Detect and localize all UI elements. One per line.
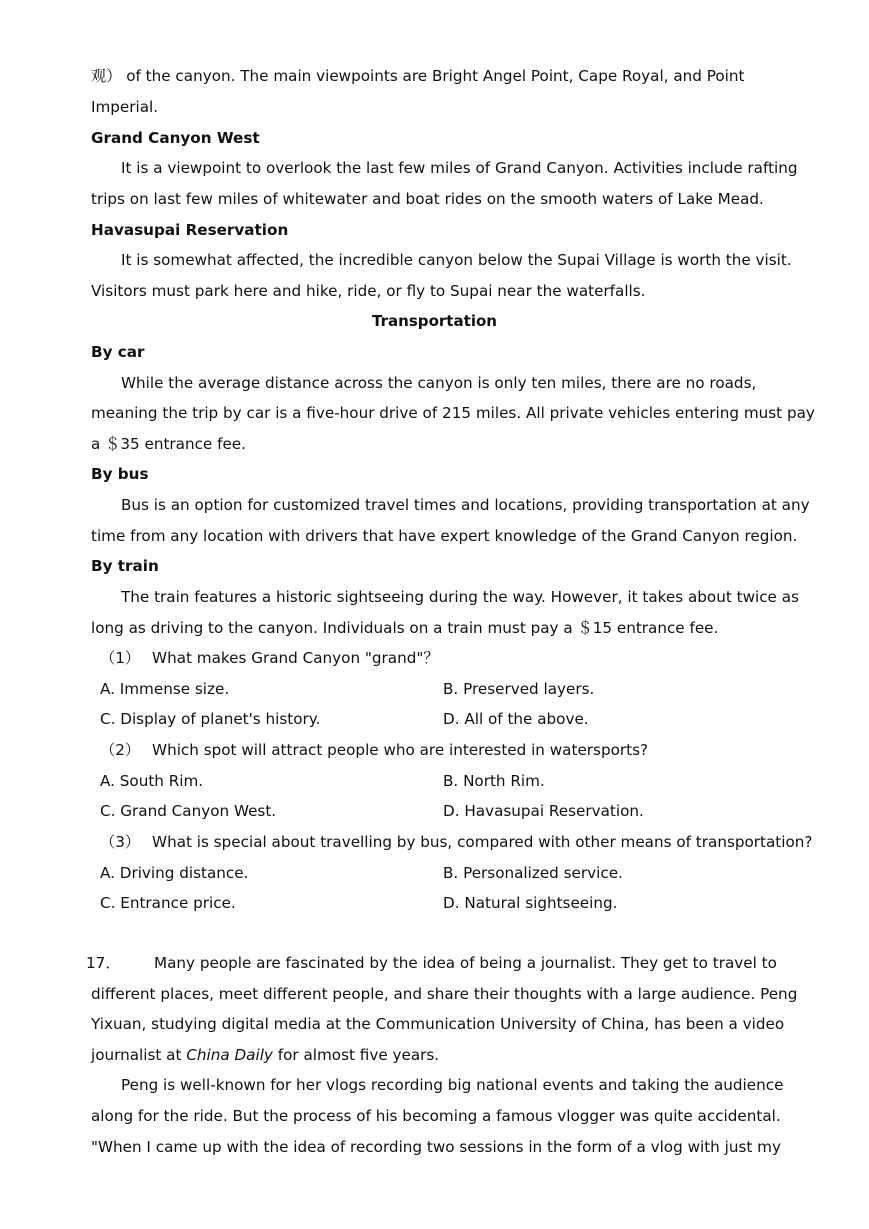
passage-17-number: 17． [86, 954, 121, 972]
question-2 [100, 740, 648, 760]
by-bus-text-2: time from any location with drivers that have expert knowledge of the Grand Canyon region. [91, 527, 798, 545]
question-1-text: What makes Grand Canyon "grand"？ [152, 649, 439, 667]
by-car-heading: By car [91, 343, 145, 361]
question-3-option-d: D. Natural sightseeing. [443, 894, 618, 912]
question-3-option-b: B. Personalized service. [443, 864, 623, 882]
by-train-text-2: long as driving to the canyon. Individuals on a train must pay a ＄15 entrance fee. [91, 619, 719, 637]
passage-17-line-4-start: journalist at [91, 1046, 187, 1064]
passage-17-line-6: along for the ride. But the process of his becoming a famous vlogger was quite accidental. [91, 1107, 781, 1125]
question-1-number: （1） [100, 649, 141, 667]
transportation-title: Transportation [372, 312, 497, 330]
by-train-text-1: The train features a historic sightseeing during the way. However, it takes about twice as [121, 588, 799, 606]
passage-17-line-7: "When I came up with the idea of recording two sessions in the form of a vlog with just my [91, 1138, 781, 1156]
question-2-option-b: B. North Rim. [443, 772, 545, 790]
passage-17-line-5: Peng is well-known for her vlogs recording big national events and taking the audience [121, 1076, 784, 1094]
question-2-option-d: D. Havasupai Reservation. [443, 802, 644, 820]
passage-17-line-4 [91, 1045, 439, 1065]
intro-line-2: Imperial. [91, 98, 159, 116]
havasupai-text-1: It is somewhat affected, the incredible canyon below the Supai Village is worth the visit. [121, 251, 792, 269]
question-3 [100, 832, 812, 852]
passage-17-line-4-end: for almost five years. [272, 1046, 440, 1064]
question-3-number: （3） [100, 833, 141, 851]
havasupai-heading: Havasupai Reservation [91, 221, 289, 239]
question-1-option-c: C. Display of planet's history. [100, 710, 321, 728]
havasupai-text-2: Visitors must park here and hike, ride, or fly to Supai near the waterfalls. [91, 282, 646, 300]
question-2-text: Which spot will attract people who are interested in watersports? [152, 741, 649, 759]
question-1-option-d: D. All of the above. [443, 710, 589, 728]
by-bus-text-1: Bus is an option for customized travel times and locations, providing transportation at any [121, 496, 810, 514]
by-car-text-1: While the average distance across the canyon is only ten miles, there are no roads, [121, 374, 757, 392]
question-2-option-a: A. South Rim. [100, 772, 204, 790]
by-train-heading: By train [91, 557, 159, 575]
question-3-option-a: A. Driving distance. [100, 864, 249, 882]
question-1 [100, 648, 439, 668]
gc-west-text-2: trips on last few miles of whitewater and boat rides on the smooth waters of Lake Mead. [91, 190, 764, 208]
by-bus-heading: By bus [91, 465, 149, 483]
passage-17-line-1: Many people are fascinated by the idea of being a journalist. They get to travel to [154, 954, 777, 972]
by-car-text-2: meaning the trip by car is a five-hour drive of 215 miles. All private vehicles entering must pay [91, 404, 815, 422]
intro-line-1: 观） of the canyon. The main viewpoints are Bright Angel Point, Cape Royal, and Point [91, 67, 745, 85]
by-car-text-3: a ＄35 entrance fee. [91, 435, 246, 453]
gc-west-text-1: It is a viewpoint to overlook the last few miles of Grand Canyon. Activities include rafting [121, 159, 798, 177]
question-2-option-c: C. Grand Canyon West. [100, 802, 277, 820]
passage-17-line-3: Yixuan, studying digital media at the Communication University of China, has been a video [91, 1015, 785, 1033]
question-1-option-a: A. Immense size. [100, 680, 230, 698]
question-2-number: （2） [100, 741, 141, 759]
china-daily-title: China Daily [186, 1046, 273, 1064]
question-3-text: What is special about travelling by bus, compared with other means of transportation? [152, 833, 813, 851]
passage-17-line-2: different places, meet different people, and share their thoughts with a large audience. Peng [91, 985, 798, 1003]
gc-west-heading: Grand Canyon West [91, 129, 260, 147]
question-3-option-c: C. Entrance price. [100, 894, 236, 912]
question-1-option-b: B. Preserved layers. [443, 680, 595, 698]
